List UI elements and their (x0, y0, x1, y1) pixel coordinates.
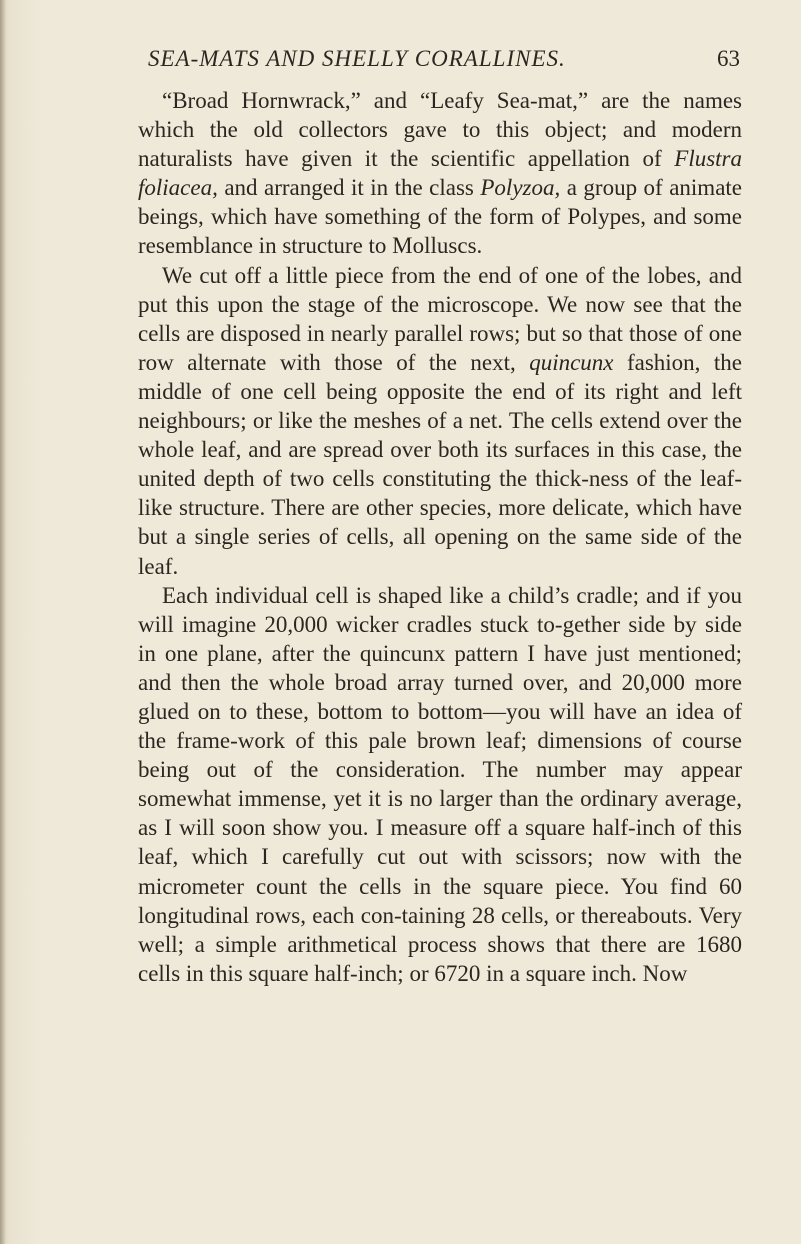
text-segment: Each individual cell is shaped like a child’s cradle; and if you will imagine 20,000 wicker cradles stuck to-gether side by side in one plane, after the quincunx pattern I have just mentioned; and then the whole broad array turned over, and 20,000 more glued on to these, bottom to bottom—you will have an idea of the frame-work of this pale brown leaf; dimensions of course being out of the consideration. The number may appear somewhat immense, yet it is no larger than the ordinary average, as I will soon show you. I measure off a square half-inch of this leaf, which I carefully cut out with scissors; now with the micrometer count the cells in the square piece. You find 60 longitudinal rows, each con-taining 28 cells, or thereabouts. Very well; a simple arithmetical process shows that there are 1680 cells in this square half-inch; or 6720 in a square inch. Now (138, 582, 742, 986)
text-segment: We cut off a little piece from the end of one of the lobes, and put this upon the stage of the microscope. We now see that the cells are disposed in nearly parallel rows; but so that those of one row alternate with those of the next, (138, 262, 742, 375)
paragraph (138, 261, 742, 581)
text-segment: a group of animate beings, which have something of the form of Polypes, and some resemblance in structure to Molluscs. (138, 175, 742, 259)
text-segment-italic: Polyzoa, (480, 175, 561, 201)
body-text (138, 86, 742, 988)
text-segment-italic: quincunx (529, 349, 614, 375)
running-title: SEA-MATS AND SHELLY CORALLINES. (148, 46, 566, 71)
text-segment-italic: Flustra foliacea, (138, 146, 742, 201)
running-head (142, 46, 740, 82)
text-segment: “Broad Hornwrack,” and “Leafy Sea-mat,” are the names which the old collectors gave to this object; and modern naturalists have given it the scientific appellation of (138, 88, 742, 172)
paragraph (138, 581, 742, 988)
page-gutter-shadow (0, 0, 6, 1244)
page-number: 63 (717, 46, 740, 71)
paragraph (138, 86, 742, 261)
text-segment: fashion, the middle of one cell being opposite the end of its right and left neighbours; or like the meshes of a net. The cells extend over the whole leaf, and are spread over both its surfaces in this case, the united depth of two cells constituting the thick-ness of the leaf-like structure. There are other species, more delicate, which have but a single series of cells, all opening on the same side of the leaf. (138, 349, 742, 579)
text-segment: and arranged it in the class (217, 175, 481, 201)
